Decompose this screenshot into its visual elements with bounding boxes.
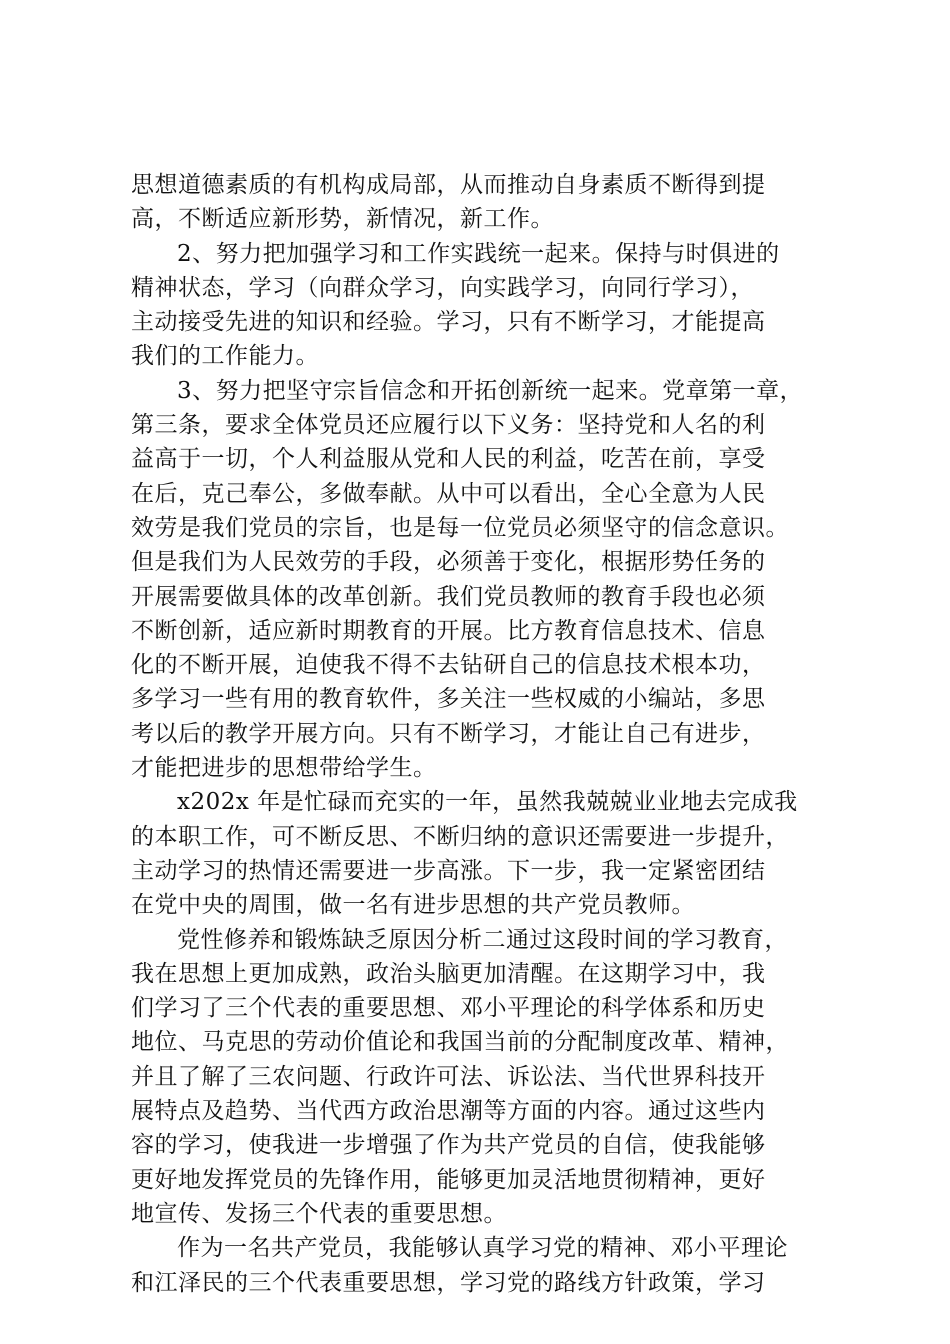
text-line: 们学习了三个代表的重要思想、邓小平理论的科学体系和历史 [131,995,766,1022]
text-line: 容的学习，使我进一步增强了作为共产党员的自信，使我能够 [131,1132,766,1159]
text-line: 在后，克己奉公，多做奉献。从中可以看出，全心全意为人民 [131,480,766,507]
text-line: 并且了解了三农问题、行政许可法、诉讼法、当代世界科技开 [131,1063,766,1090]
text-line: 不断创新，适应新时期教育的开展。比方教育信息技术、信息 [131,617,766,644]
text-line: 第三条，要求全体党员还应履行以下义务：坚持党和人名的利 [131,412,766,439]
text-line: 在党中央的周围，做一名有进步思想的共产党员教师。 [131,892,695,919]
text-line: 精神状态，学习（向群众学习，向实践学习，向同行学习）， [131,274,754,301]
text-line: 2、努力把加强学习和工作实践统一起来。保持与时俱进的 [177,240,780,267]
text-line: 我们的工作能力。 [131,343,319,370]
text-line: 更好地发挥党员的先锋作用，能够更加灵活地贯彻精神，更好 [131,1166,766,1193]
text-line: 才能把进步的思想带给学生。 [131,755,437,782]
text-line: 主动接受先进的知识和经验。学习，只有不断学习，才能提高 [131,309,766,336]
text-line: 但是我们为人民效劳的手段，必须善于变化，根据形势任务的 [131,549,766,576]
text-line: 和江泽民的三个代表重要思想，学习党的路线方针政策，学习 [131,1269,766,1296]
text-line: x202x 年是忙碌而充实的一年，虽然我兢兢业业地去完成我 [177,789,798,816]
text-line: 高，不断适应新形势，新情况，新工作。 [131,206,554,233]
text-line: 地位、马克思的劳动价值论和我国当前的分配制度改革、精神， [131,1029,789,1056]
text-line: 效劳是我们党员的宗旨，也是每一位党员必须坚守的信念意识。 [131,514,789,541]
text-line: 主动学习的热情还需要进一步高涨。下一步，我一定紧密团结 [131,857,766,884]
text-line: 展特点及趋势、当代西方政治思潮等方面的内容。通过这些内 [131,1098,766,1125]
document-body [131,168,831,1300]
text-line: 思想道德素质的有机构成局部，从而推动自身素质不断得到提 [131,172,766,198]
text-line: 我在思想上更加成熟，政治头脑更加清醒。在这期学习中，我 [131,960,766,987]
text-line: 考以后的教学开展方向。只有不断学习，才能让自己有进步， [131,720,766,747]
text-line: 益高于一切，个人利益服从党和人民的利益，吃苦在前，享受 [131,446,766,473]
text-line: 化的不断开展，迫使我不得不去钻研自己的信息技术根本功， [131,652,766,679]
text-line: 作为一名共产党员，我能够认真学习党的精神、邓小平理论 [177,1235,788,1262]
text-line: 3、努力把坚守宗旨信念和开拓创新统一起来。党章第一章， [177,377,804,404]
text-line: 多学习一些有用的教育软件，多关注一些权威的小编站，多思 [131,686,766,713]
text-line: 地宣传、发扬三个代表的重要思想。 [131,1200,507,1227]
text-line: 开展需要做具体的改革创新。我们党员教师的教育手段也必须 [131,583,766,610]
text-line: 党性修养和锻炼缺乏原因分析二通过这段时间的学习教育， [177,926,788,953]
text-line: 的本职工作，可不断反思、不断归纳的意识还需要进一步提升， [131,823,789,850]
